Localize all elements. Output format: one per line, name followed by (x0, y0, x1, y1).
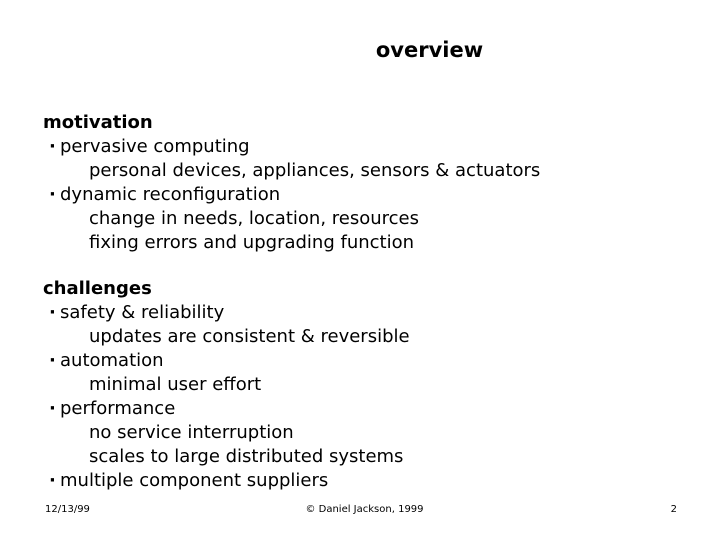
bullet-item: · multiple component suppliers (49, 470, 329, 491)
bullet-glyph: · (49, 302, 56, 323)
section-spacer (43, 255, 540, 277)
bullet-item: · automation (49, 350, 164, 371)
bullet-glyph: · (49, 350, 56, 371)
section-heading-motivation: motivation (43, 112, 153, 133)
sub-item: scales to large distributed systems (89, 446, 404, 467)
bullet-glyph: · (49, 398, 56, 419)
footer-page-number: 2 (670, 504, 677, 515)
bullet-item: · safety & reliability (49, 302, 225, 323)
sub-item: no service interruption (89, 422, 294, 443)
bullet-glyph: · (49, 470, 56, 491)
bullet-item: · dynamic reconfiguration (49, 184, 281, 205)
bullet-item: · pervasive computing (49, 136, 250, 157)
section-heading-challenges: challenges (43, 278, 152, 299)
sub-item: minimal user effort (89, 374, 262, 395)
bullet-glyph: · (49, 184, 56, 205)
slide-title: overview (375, 38, 484, 62)
footer-copyright: © Daniel Jackson, 1999 (305, 504, 424, 515)
bullet-glyph: · (49, 136, 56, 157)
slide-body (43, 111, 540, 493)
sub-item: fixing errors and upgrading function (89, 232, 415, 253)
sub-item: updates are consistent & reversible (89, 326, 410, 347)
bullet-item: · performance (49, 398, 176, 419)
sub-item: change in needs, location, resources (89, 208, 419, 229)
sub-item: personal devices, appliances, sensors & actuators (89, 160, 541, 181)
footer-date: 12/13/99 (45, 504, 90, 515)
